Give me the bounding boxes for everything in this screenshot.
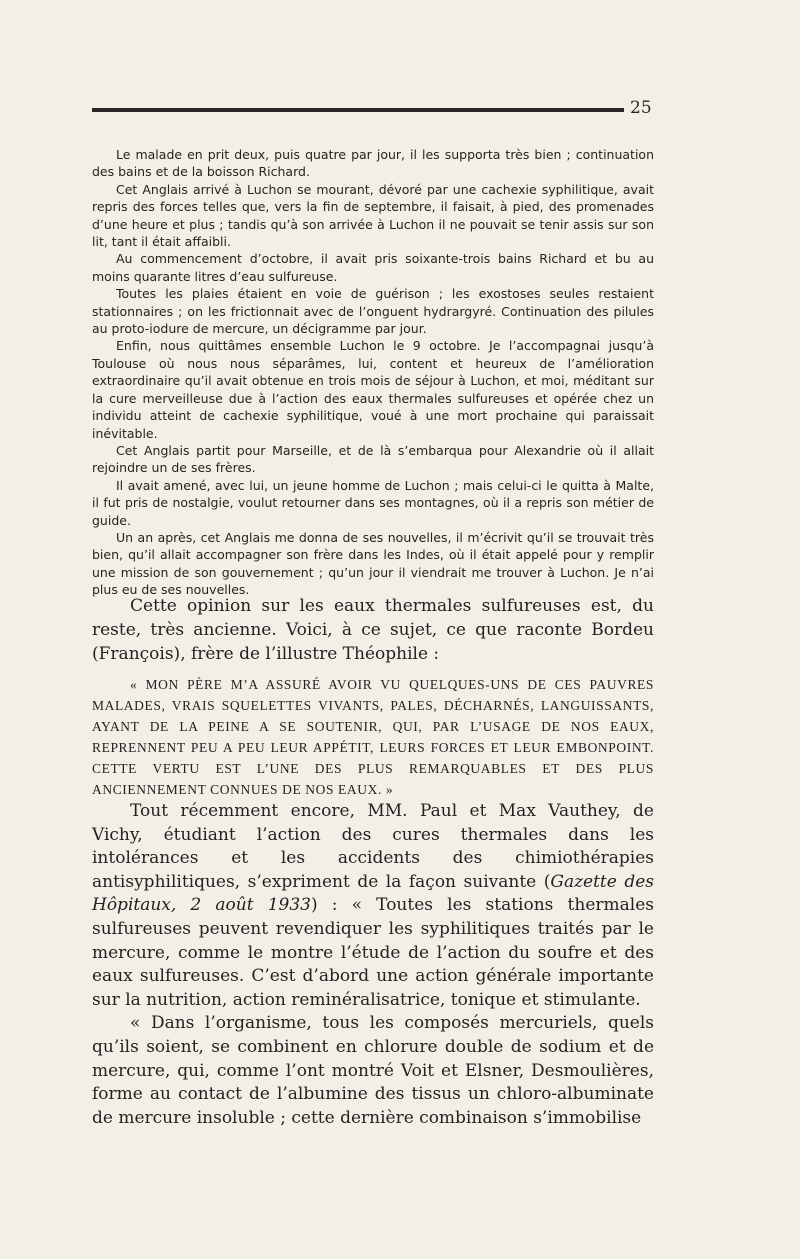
last-paragraph: « Dans l’organisme, tous les composés mercuriels, quels qu’ils soient, se combinent en chlorure double de sodium et de mercure, qui, comme l’ont montré Voit et Elsner, Desmoulières, forme au contact de l’albumine des tissus un chloro-albuminate de mercure insoluble ; cette dernière combinaison s’immobilise <box>92 1013 654 1128</box>
paragraph: Un an après, cet Anglais me donna de ses nouvelles, il m’écrivit qu’il se trouvait très bien, qu’il allait accompagner son frère dans les Indes, où il était appelé pour y remplir une mission de son gouvernement ; qu’un jour il viendrait me trouver à Luchon. Je n’ai plus eu de ses nouvelles. <box>92 529 654 598</box>
header-rule <box>92 108 624 112</box>
paragraph: Le malade en prit deux, puis quatre par jour, il les supporta très bien ; continuation des bains et de la boisson Richard. <box>92 147 654 180</box>
paragraph: Il avait amené, avec lui, un jeune homme de Luchon ; mais celui-ci le quitta à Malte, il fut pris de nostalgie, voulut retourner dans ses montagnes, où il a repris son métier de guide. <box>92 477 654 528</box>
page-number: 25 <box>630 98 652 118</box>
paragraph: Toutes les plaies étaient en voie de guérison ; les exostoses seules restaient stationnaires ; on les frictionnait avec de l’onguent hydrargyré. Continuation des pilules au proto-iodure de mercure, un décigramme par jour. <box>92 286 654 337</box>
paragraph: Cet Anglais arrivé à Luchon se mourant, dévoré par une cachexie syphilitique, avait repris des forces telles que, vers la fin de septembre, il faisait, à pied, des promenades d’une heure et plus ; tandis qu’à son arrivée à Luchon il ne pouvait se tenir assis sur son lit, tant il était affaibli. <box>92 181 654 250</box>
citation: Gazette des Hôpitaux, 2 août 1933 <box>92 871 654 916</box>
quote-paragraph: « MON PÈRE M’A ASSURÉ AVOIR VU QUELQUES-UNS DE CES PAUVRES MALADES, VRAIS SQUELETTES VIVANTS, PALES, DÉCHARNÉS, LANGUISSANTS, AYANT DE LA PEINE A SE SOUTENIR, QUI, PAR L’USAGE DE NOS EAUX, REPRENNENT PEU A PEU LEUR APPÉTIT, LEURS FORCES ET LEUR EMBONPOINT. CETTE VERTU EST L’UNE DES PLUS REMARQUABLES ET DES PLUS ANCIENNEMENT CONNUES DE NOS EAUX. » <box>92 677 654 797</box>
text-span: Tout récemment encore, MM. Paul et Max Vauthey, de Vichy, étudiant l’action des cures thermales dans les intolérances et les accidents des chimiothérapies antisyphilitiques, s’expriment de la façon suivante ( <box>92 801 654 892</box>
intro-paragraph: Cette opinion sur les eaux thermales sulfureuses est, du reste, très ancienne. Voici, à ce sujet, ce que raconte Bordeu (François), frère de l’illustre Théophile : <box>92 596 654 664</box>
case-narrative <box>92 146 654 599</box>
intro-section <box>92 594 654 666</box>
vauthey-section <box>92 800 654 1130</box>
paragraph: Enfin, nous quittâmes ensemble Luchon le 9 octobre. Je l’accompagnai jusqu’à Toulouse où nous nous séparâmes, lui, content et heureux de l’amélioration extraordinaire qu’il avait obtenue en trois mois de séjour à Luchon, et moi, méditant sur la cure merveilleuse due à l’action des eaux thermales sulfureuses et opérée chez un individu atteint de cachexie syphilitique, voué à une mort prochaine qui paraissait inévitable. <box>92 338 654 441</box>
text-span: ) : « Toutes les stations thermales sulfureuses peuvent revendiquer les syphilitiques traités par le mercure, comme le montre l’étude de l’action du soufre et des eaux sulfureuses. C’est d’abord une action générale importante sur la nutrition, action reminéralisatrice, tonique et stimulante. <box>92 895 654 1010</box>
final-paragraph <box>92 800 654 1012</box>
bordeu-quote <box>92 674 654 800</box>
paragraph: Au commencement d’octobre, il avait pris soixante-trois bains Richard et bu au moins quarante litres d’eau sulfureuse. <box>92 251 654 284</box>
paragraph: Cet Anglais partit pour Marseille, et de là s’embarqua pour Alexandrie où il allait rejoindre un de ses frères. <box>92 442 654 476</box>
